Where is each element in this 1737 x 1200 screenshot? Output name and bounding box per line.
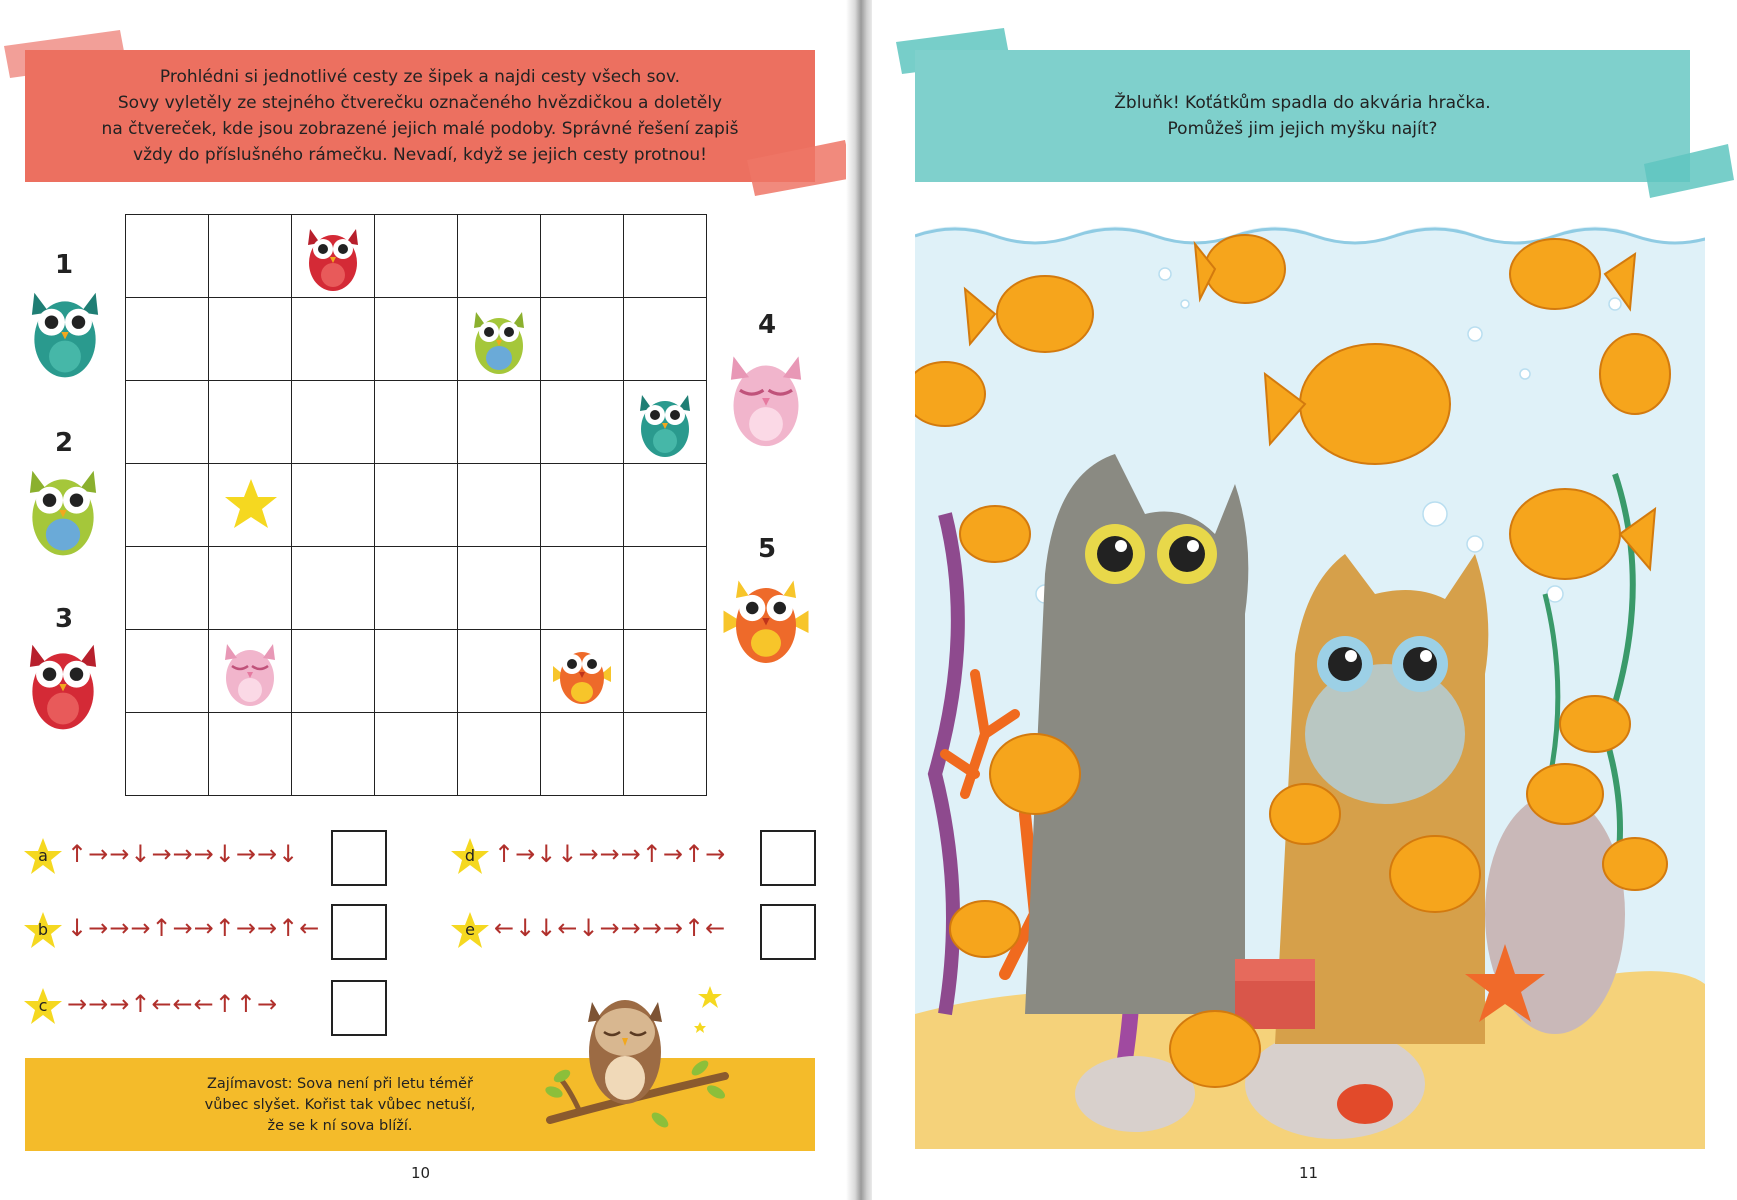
answer-box-e[interactable]: [760, 904, 816, 960]
tape-decoration-right-side: [1642, 140, 1737, 200]
route-arrows: →→→↑←←←↑↑→: [67, 990, 279, 1018]
route-a: [23, 832, 383, 888]
grid-cell-red-owl: [292, 215, 375, 298]
fact-text: Zajímavost: Sova není při letu téměř vůbec slyšet. Kořist tak vůbec netuší, že se k ní sova blíží.: [204, 1076, 476, 1134]
route-letter: c: [38, 996, 48, 1015]
teal-owl-1-icon: [27, 282, 103, 382]
page-number-left: 10: [411, 1164, 431, 1182]
grid-cell-pink-owl: [209, 630, 292, 713]
answer-box-d[interactable]: [760, 830, 816, 886]
grid-cell-teal-owl: [624, 381, 707, 464]
owl-number-2: 2: [55, 428, 74, 458]
green-owl-icon: [468, 304, 530, 376]
owl-number-4: 4: [758, 310, 777, 340]
route-letter: a: [38, 846, 48, 865]
route-arrows: ↑→↓↓→→→↑→↑→: [494, 840, 727, 868]
pink-owl-icon: [219, 636, 281, 708]
answer-box-b[interactable]: [331, 904, 387, 960]
orange-owl-5-icon: [718, 568, 814, 668]
owl-number-3: 3: [55, 604, 74, 634]
owl-instructions-banner: Prohlédni si jednotlivé cesty ze šipek a najdi cesty všech sov. Sovy vyletěly ze stejného čtverečku označeného hvězdičkou a doletěly na čtvereček, kde jsou zobrazené jejich malé podoby. Správné řešení zapiš vždy do příslušného rámečku. Nevadí, když se jejich cesty protnou!: [25, 50, 815, 182]
owl-number-1: 1: [55, 250, 74, 280]
right-page: [872, 0, 1737, 1200]
route-c: [23, 982, 383, 1038]
left-page: [0, 0, 858, 1200]
red-owl-3-icon: [25, 634, 101, 734]
page-number-right: 11: [1299, 1164, 1319, 1182]
tape-decoration-left-right: [745, 138, 855, 198]
route-letter: d: [464, 846, 476, 865]
aquarium-instructions-banner: Žbluňk! Koťátkům spadla do akvária hračka. Pomůžeš jim jejich myšku najít?: [915, 50, 1690, 182]
route-d: [450, 832, 760, 888]
grid-cell-orange-owl: [541, 630, 624, 713]
grid-cell-green-owl: [458, 298, 541, 381]
owl-number-5: 5: [758, 534, 777, 564]
answer-box-c[interactable]: [331, 980, 387, 1036]
route-arrows: ←↓↓←↓→→→→↑←: [494, 914, 727, 942]
owl-path-grid: [125, 214, 707, 796]
route-b: [23, 906, 383, 962]
route-letter: e: [465, 920, 475, 939]
route-e: [450, 906, 760, 962]
pink-owl-4-icon: [724, 346, 808, 450]
aquarium-scene-illustration: [915, 214, 1705, 1149]
route-arrows: ↓→→→↑→→↑→→↑←: [67, 914, 321, 942]
route-arrows: ↑→→↓→→→↓→→↓: [67, 840, 300, 868]
start-star-icon: [223, 476, 279, 532]
route-letter: b: [37, 920, 49, 939]
owl-on-branch-illustration: [540, 980, 730, 1155]
answer-box-a[interactable]: [331, 830, 387, 886]
green-owl-2-icon: [25, 460, 101, 560]
red-owl-icon: [302, 221, 364, 293]
teal-owl-icon: [634, 387, 696, 459]
orange-owl-icon: [551, 636, 613, 708]
grid-cell-start-star: [209, 464, 292, 547]
